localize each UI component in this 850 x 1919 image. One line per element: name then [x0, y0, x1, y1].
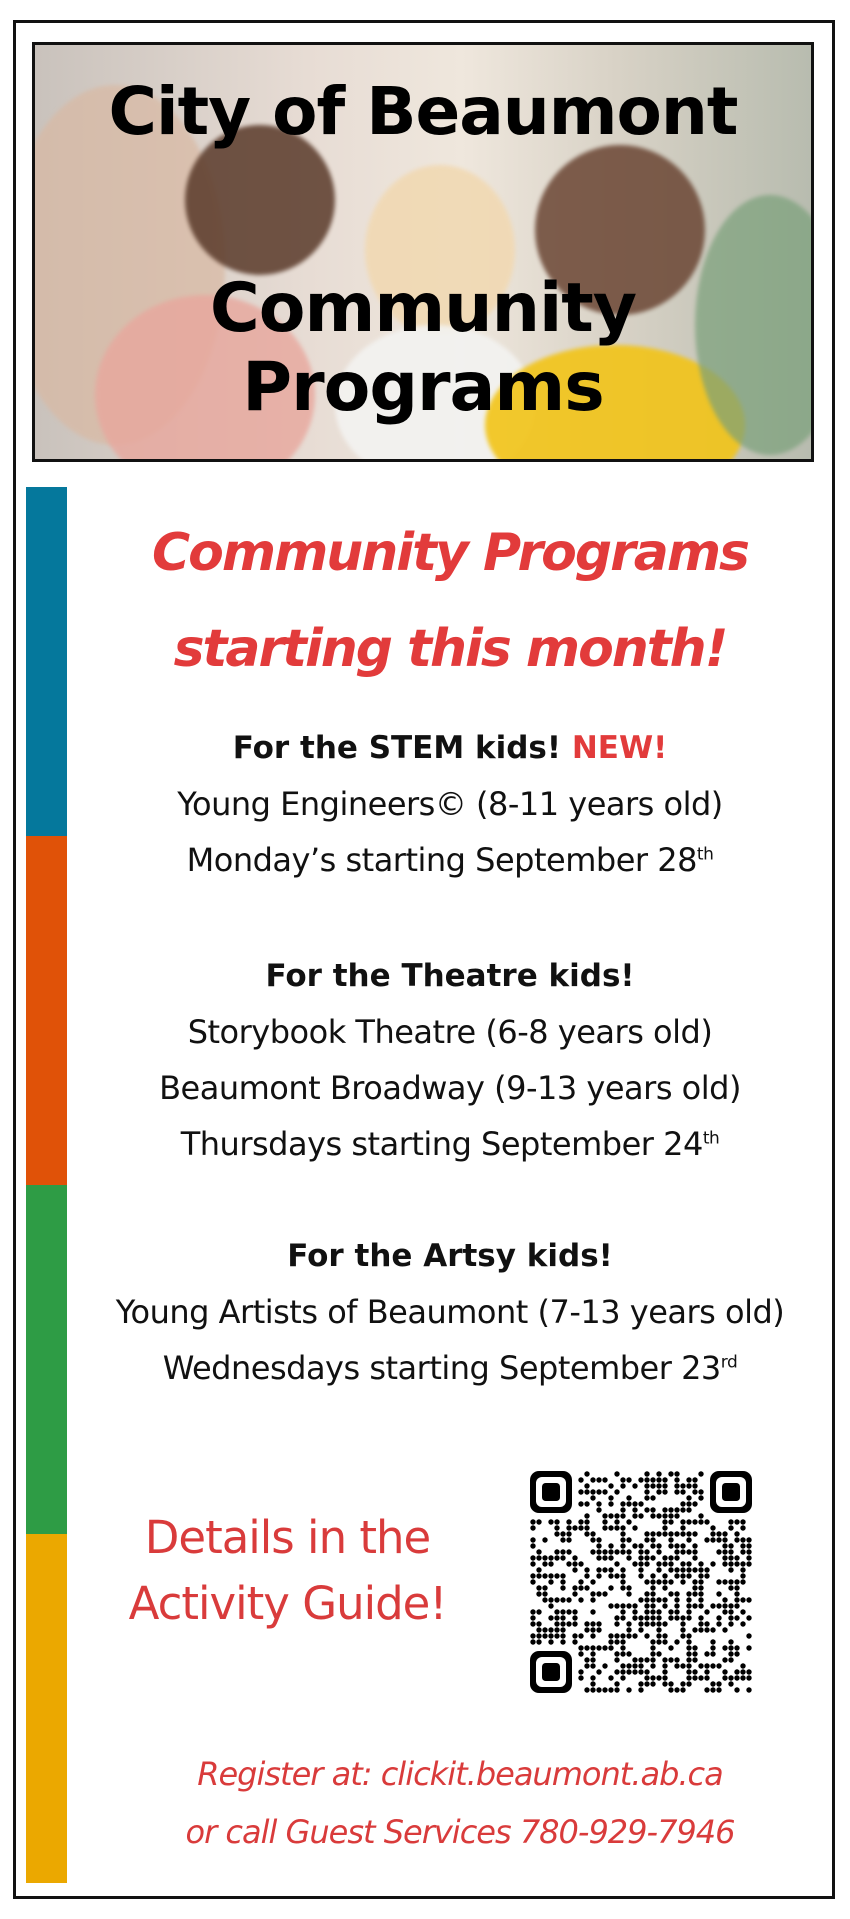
details-callout: [120, 1505, 455, 1637]
strip-segment-green: [26, 1185, 67, 1534]
register-website[interactable]: Register at: clickit.beaumont.ab.ca: [197, 1755, 723, 1793]
program-schedule: Monday’s starting September 28th: [186, 841, 714, 879]
heading-line1: Community Programs: [152, 523, 748, 583]
section-title: For the Artsy kids!: [287, 1238, 613, 1274]
hero-title-line2: Community Programs: [209, 269, 637, 427]
hero-photo-banner: [32, 42, 814, 462]
register-info: [120, 1745, 800, 1861]
register-phone[interactable]: or call Guest Services 780-929-7946: [185, 1813, 735, 1851]
main-heading: [90, 505, 810, 697]
heading-line2: starting this month!: [173, 619, 727, 679]
program-schedule: Wednesdays starting September 23rd: [162, 1349, 738, 1387]
program-section-theatre: [90, 948, 810, 1172]
program-schedule: Thursdays starting September 24th: [180, 1125, 720, 1163]
section-title: [90, 720, 810, 776]
program-line: Young Artists of Beaumont (7-13 years old): [115, 1293, 785, 1331]
program-section-stem: [90, 720, 810, 888]
new-badge: NEW!: [571, 730, 668, 766]
strip-segment-blue: [26, 487, 67, 836]
qr-code[interactable]: [530, 1471, 752, 1693]
strip-segment-yellow: [26, 1534, 67, 1883]
section-title-text: For the STEM kids!: [232, 730, 562, 766]
program-line: Beaumont Broadway (9-13 years old): [159, 1069, 741, 1107]
color-strip: [26, 487, 67, 1883]
strip-segment-orange: [26, 836, 67, 1185]
program-line: Young Engineers© (8-11 years old): [177, 785, 723, 823]
program-line: Storybook Theatre (6-8 years old): [187, 1013, 713, 1051]
section-title: For the Theatre kids!: [265, 958, 635, 994]
program-section-artsy: [90, 1228, 810, 1396]
details-line1: Details in the: [144, 1511, 431, 1564]
details-line2: Activity Guide!: [128, 1577, 447, 1630]
hero-title-line1: City of Beaumont: [108, 73, 738, 150]
